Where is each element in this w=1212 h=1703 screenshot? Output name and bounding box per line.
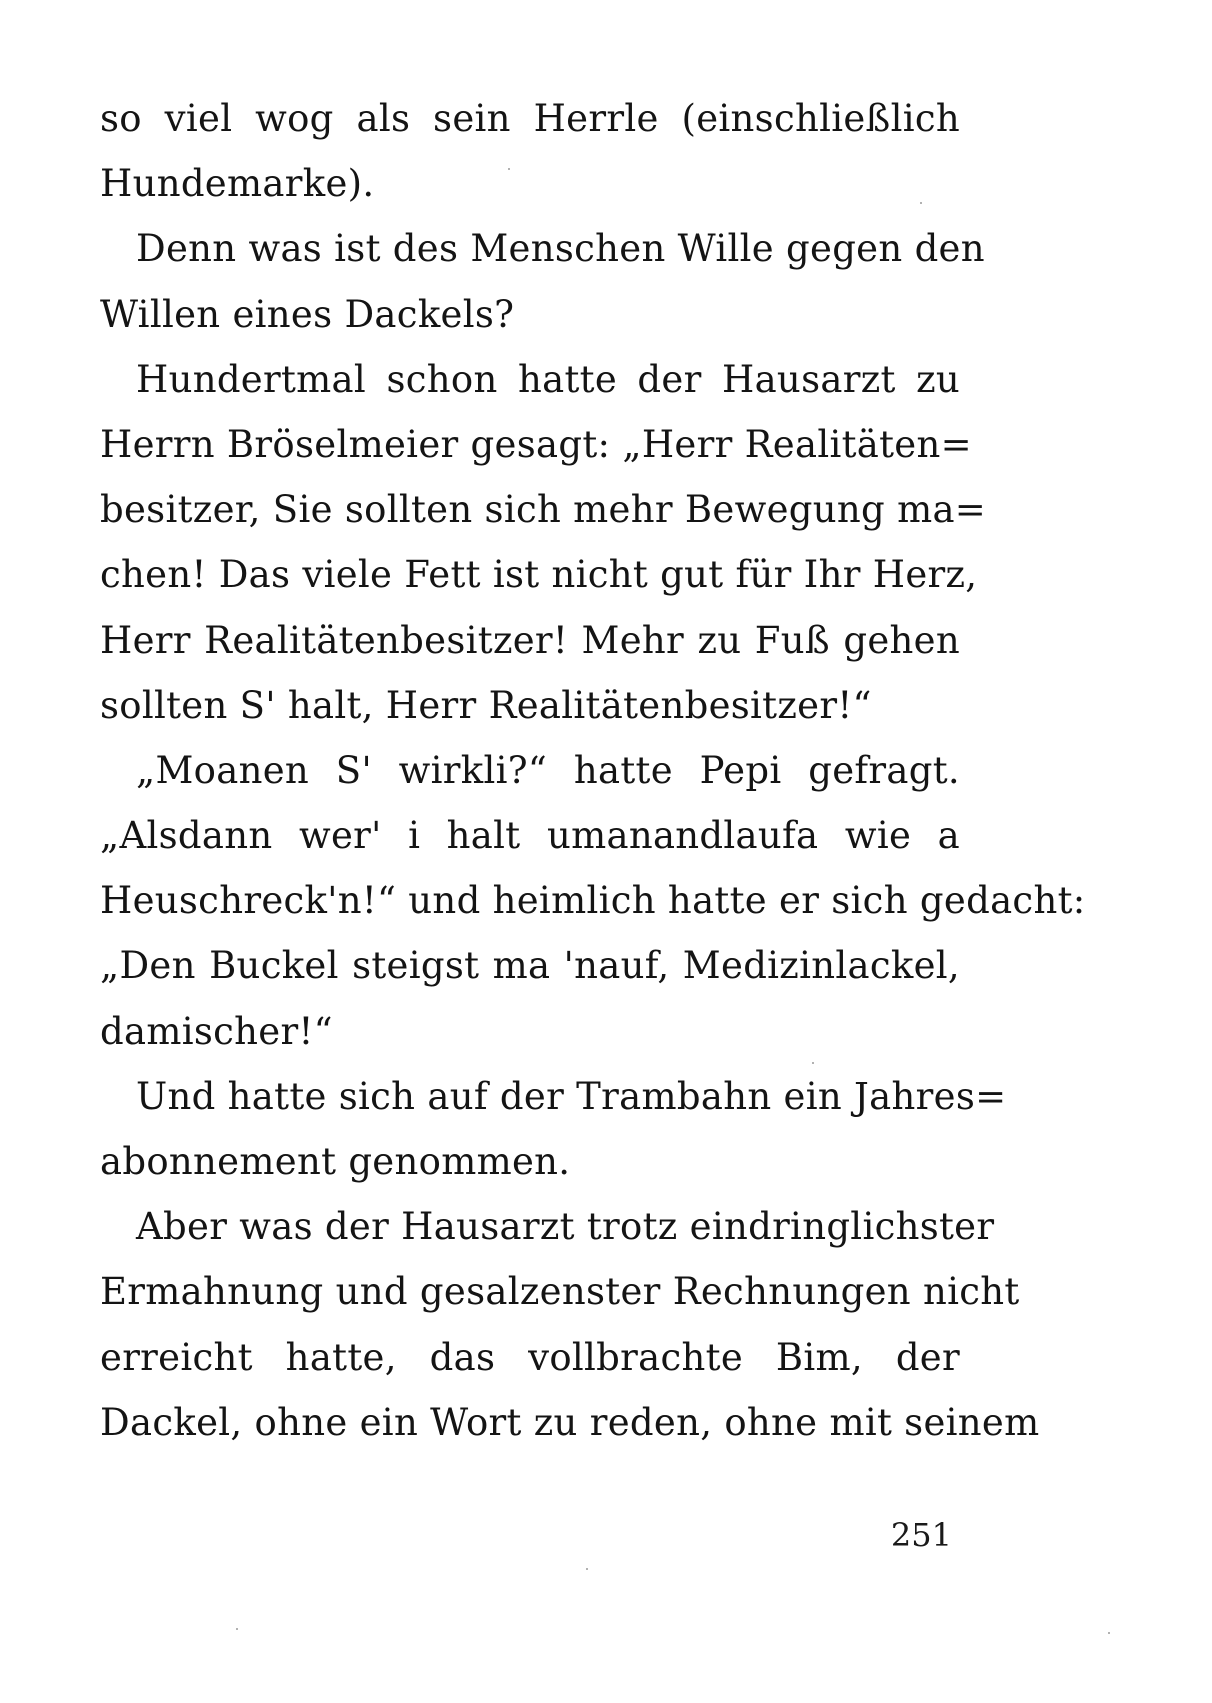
text-line: „Moanen S' wirkli?“ hatte Pepi gefragt. bbox=[136, 748, 960, 792]
page-number: 251 bbox=[890, 1516, 952, 1554]
dust-speck bbox=[812, 1062, 814, 1064]
text-line: „Alsdann wer' i halt umanandlaufa wie a bbox=[100, 814, 960, 858]
text-line: Aber was der Hausarzt trotz eindringlichster bbox=[136, 1205, 995, 1249]
body-text bbox=[100, 86, 1086, 1455]
text-line: Und hatte sich auf der Trambahn ein Jahres= bbox=[136, 1074, 1007, 1118]
text-line: Heuschreck'n!“ und heimlich hatte er sich gedacht: bbox=[100, 879, 1086, 923]
dust-speck bbox=[920, 202, 922, 204]
text-line: „Den Buckel steigst ma 'nauf, Medizinlackel, bbox=[100, 944, 960, 988]
text-line: Dackel, ohne ein Wort zu reden, ohne mit seinem bbox=[100, 1400, 1040, 1444]
text-line: Hundemarke). bbox=[100, 162, 375, 206]
dust-speck bbox=[1108, 1632, 1110, 1634]
dust-speck bbox=[236, 1628, 238, 1630]
text-line: erreicht hatte, das vollbrachte Bim, der bbox=[100, 1335, 960, 1379]
text-line: besitzer, Sie sollten sich mehr Bewegung ma= bbox=[100, 488, 987, 532]
text-line: Hundertmal schon hatte der Hausarzt zu bbox=[136, 357, 960, 401]
text-line: damischer!“ bbox=[100, 1009, 333, 1053]
text-line: Herrn Bröselmeier gesagt: „Herr Realitäten= bbox=[100, 422, 972, 466]
text-line: Willen eines Dackels? bbox=[100, 292, 515, 336]
text-line: chen! Das viele Fett ist nicht gut für Ihr Herz, bbox=[100, 553, 978, 597]
dust-speck bbox=[586, 1568, 588, 1570]
text-line: so viel wog als sein Herrle (einschließlich bbox=[100, 97, 960, 140]
text-line: abonnement genommen. bbox=[100, 1140, 571, 1183]
text-line: Ermahnung und gesalzenster Rechnungen nicht bbox=[100, 1270, 1020, 1314]
text-line: Herr Realitätenbesitzer! Mehr zu Fuß gehen bbox=[100, 618, 960, 662]
dust-speck bbox=[508, 168, 510, 170]
text-line: sollten S' halt, Herr Realitätenbesitzer!“ bbox=[100, 683, 872, 727]
text-line: Denn was ist des Menschen Wille gegen den bbox=[136, 227, 985, 271]
